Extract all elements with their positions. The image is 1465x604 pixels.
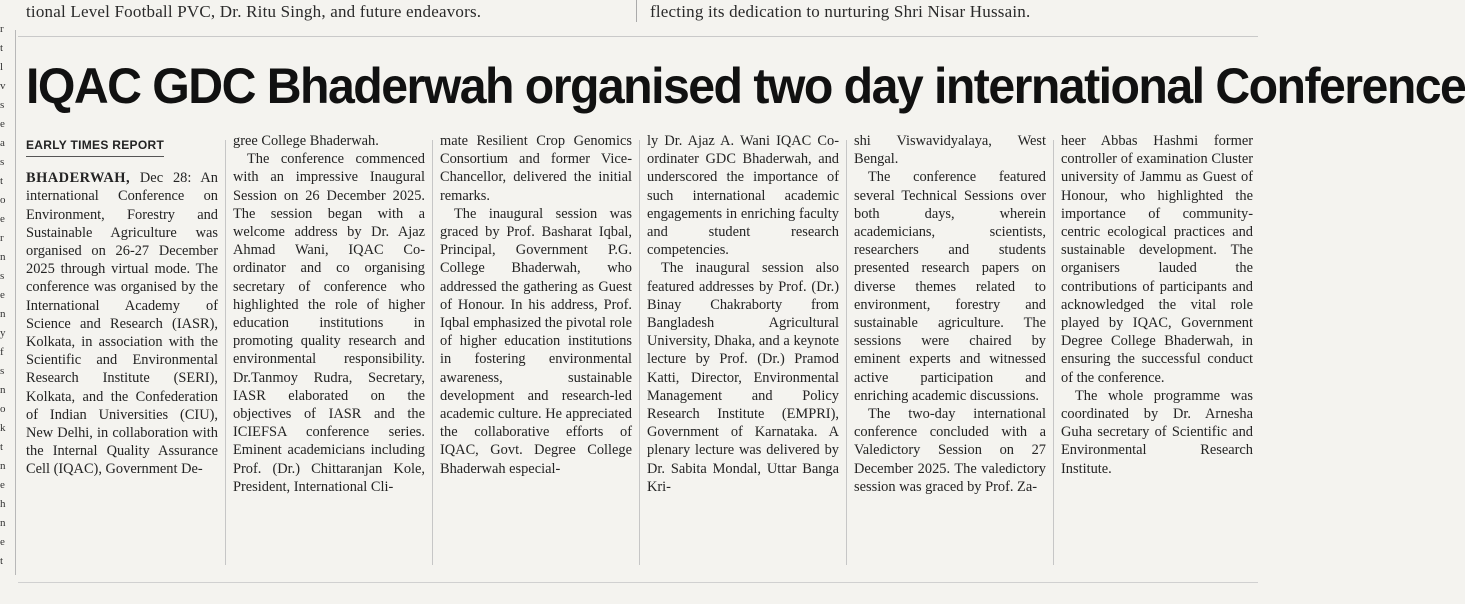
adjacent-column-strip — [0, 20, 14, 580]
adjacent-column-char: y — [0, 327, 6, 339]
column-rule — [846, 140, 847, 565]
previous-article-line-left: tional Level Football PVC, Dr. Ritu Singh, and future endeavors. — [26, 2, 482, 21]
adjacent-column-char: t — [0, 441, 4, 453]
adjacent-column-char: s — [0, 99, 5, 111]
article-paragraph: The whole programme was coordinated by Dr. Arnesha Guha secretary of Scientific and Environmental Research Institute. — [1061, 387, 1253, 477]
dateline: BHADERWAH, — [26, 170, 131, 187]
article-paragraph: gree College Bhaderwah. — [233, 133, 379, 149]
article-paragraph: The conference featured several Technical Sessions over both days, wherein academicians, scientists, researchers and students presented research papers on diverse themes related to environment, forestry and sustainable agriculture. The sessions were chaired by eminent experts and witnessed active participation and enriching academic discussions. — [854, 169, 1046, 404]
paragraph-text: Dec 28: An international Conference on Environment, Forestry and Sustainable Agriculture was organised on 26-27 December 2025 through virtual mode. The conference was organised by the International Academy of Science and Research (IASR), Kolkata, in association with the Scientific and Environmental Research Institute (SERI), Kolkata, and the Confederation of Indian Universities (CIU), New Delhi, in collaboration with the Internal Quality Assurance Cell (IQAC), Government De- — [26, 170, 218, 478]
article-paragraph: The inaugural session also featured addresses by Prof. (Dr.) Binay Chakraborty from Bangladesh Agricultural University, Dhaka, and a keynote lecture by Prof. (Dr.) Pramod Katti, Director, Environmental Management and Policy Research Institute (EMPRI), Government of Karnataka. A plenary lecture was delivered by Dr. Sabita Mondal, Uttar Banga Kri- — [647, 260, 839, 495]
article-paragraph: mate Resilient Crop Genomics Consortium and former Vice-Chancellor, delivered the initial remarks. — [440, 133, 632, 204]
previous-article-strip — [0, 0, 1280, 26]
adjacent-column-char: o — [0, 403, 6, 415]
adjacent-column-char: v — [0, 80, 6, 92]
article-paragraph: heer Abbas Hashmi former controller of examination Cluster university of Jammu as Guest of Honour, who highlighted the importance of community-centric ecological practices and sustainable development. The organisers lauded the contributions of participants and acknowledged the vital role played by IQAC, Government Degree College Bhaderwah, in ensuring the successful conduct of the conference. — [1061, 133, 1253, 386]
adjacent-column-char: n — [0, 308, 6, 320]
section-divider — [18, 582, 1258, 583]
column-rule — [1053, 140, 1054, 565]
article-paragraph: The two-day international conference concluded with a Valedictory Session on 27 December 2025. The valedictory session was graced by Prof. Za- — [854, 406, 1046, 495]
adjacent-column-char: n — [0, 384, 6, 396]
adjacent-column-char: e — [0, 479, 5, 491]
adjacent-column-char: n — [0, 460, 6, 472]
adjacent-column-char: s — [0, 365, 5, 377]
adjacent-column-char: f — [0, 346, 4, 358]
article-paragraph: The inaugural session was graced by Prof. Basharat Iqbal, Principal, Government P.G. College Bhaderwah, who addressed the gathering as Guest of Honour. In his address, Prof. Iqbal emphasized the pivotal role of higher education institutions in fostering environmental awareness, sustainable development and research-led academic culture. He appreciated the collaborative efforts of IQAC, Govt. Degree College Bhaderwah especial- — [440, 205, 632, 477]
adjacent-column-char: k — [0, 422, 6, 434]
adjacent-column-char: h — [0, 498, 6, 510]
adjacent-column-char: e — [0, 118, 5, 130]
article-paragraph — [26, 169, 218, 478]
section-divider — [18, 36, 1258, 37]
adjacent-column-char: s — [0, 270, 5, 282]
adjacent-column-char: s — [0, 156, 5, 168]
adjacent-column-char: e — [0, 213, 5, 225]
adjacent-column-char: n — [0, 517, 6, 529]
column-rule — [636, 0, 637, 22]
adjacent-column-char: a — [0, 137, 5, 149]
article-column-2 — [233, 132, 425, 496]
column-rule — [225, 140, 226, 565]
article-column-6 — [1061, 132, 1253, 478]
article-column-1 — [26, 132, 218, 479]
adjacent-column-char: t — [0, 42, 4, 54]
article-paragraph: The conference commenced with an impressive Inaugural Session on 26 December 2025. The session began with a welcome address by Dr. Ajaz Ahmad Wani, IQAC Co-ordinator and co organising secretary of conference who highlighted the role of higher education institutions in promoting quality research and environmental responsibility. Dr.Tanmoy Rudra, Secretary, IASR elaborated on the objectives of IASR and the ICIEFSA conference series. Eminent academicians including Prof. (Dr.) Chittaranjan Kole, President, International Cli- — [233, 151, 425, 495]
adjacent-column-char: r — [0, 23, 4, 35]
adjacent-column-char: e — [0, 536, 5, 548]
article-paragraph: ly Dr. Ajaz A. Wani IQAC Co-ordinater GDC Bhaderwah, and underscored the importance of such international academic engagements in enriching faculty and student research competencies. — [647, 133, 839, 259]
article-column-3 — [440, 132, 632, 478]
article-paragraph: shi Viswavidyalaya, West Bengal. — [854, 133, 1046, 168]
column-rule — [15, 30, 16, 575]
adjacent-column-char: t — [0, 555, 4, 567]
column-rule — [432, 140, 433, 565]
adjacent-column-char: n — [0, 251, 6, 263]
previous-article-line-right: flecting its dedication to nurturing Shri Nisar Hussain. — [650, 2, 1031, 21]
adjacent-column-char: t — [0, 175, 4, 187]
headline: IQAC GDC Bhaderwah organised two day international Conference — [26, 58, 1465, 114]
article-column-5 — [854, 132, 1046, 496]
article-column-4 — [647, 132, 839, 496]
adjacent-column-char: o — [0, 194, 6, 206]
column-rule — [639, 140, 640, 565]
byline: EARLY TIMES REPORT — [26, 136, 164, 157]
adjacent-column-char: r — [0, 232, 4, 244]
adjacent-column-char: e — [0, 289, 5, 301]
adjacent-column-char: l — [0, 61, 4, 73]
